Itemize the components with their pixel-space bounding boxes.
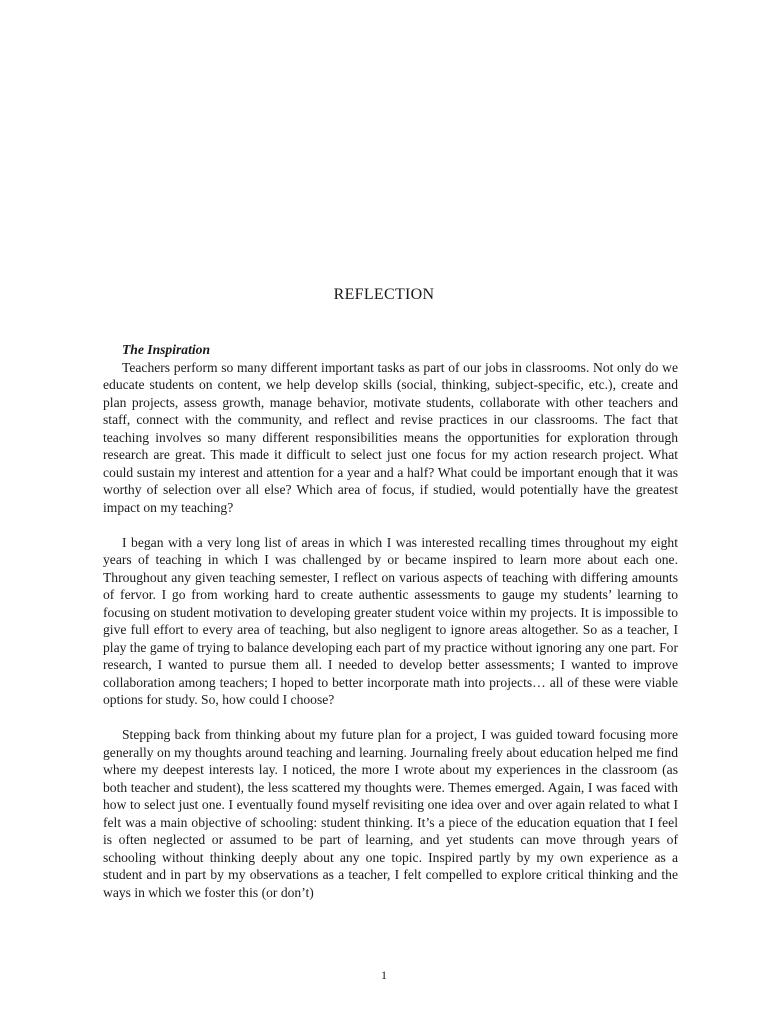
paragraph-1: Teachers perform so many different important tasks as part of our jobs in classrooms. Not only do we educate students on content, we help develop skills (social, thinking, subject-specific, etc.), create and plan projects, assess growth, manage behavior, motivate students, collaborate with other teachers and staff, connect with the community, and reflect and revise practices in our classrooms. The fact that teaching involves so many different responsibilities means the opportunities for exploration through research are great. This made it difficult to select just one focus for my action research project. What could sustain my interest and attention for a year and a half? What could be important enough that it was worthy of selection over all else? Which area of focus, if studied, would potentially have the greatest impact on my teaching? [103,359,678,515]
page-number: 1 [381,968,387,982]
paragraph-2: I began with a very long list of areas in which I was interested recalling times throughout my eight years of teaching in which I was challenged by or became inspired to learn more about each one. Throughout any given teaching semester, I reflect on various aspects of teaching with differing amounts of fervor. I go from working hard to create authentic assessments to gauge my students’ learning to focusing on student motivation to developing greater student voice within my projects. It is impossible to give full effort to every area of teaching, but also negligent to ignore areas altogether. So as a teacher, I play the game of trying to balance developing each part of my practice without ignoring any one part. For research, I wanted to pursue them all. I needed to develop better assessments; I wanted to improve collaboration among teachers; I hoped to better incorporate math into projects… all of these were viable options for study. So, how could I choose? [103,534,678,707]
paragraph-3: Stepping back from thinking about my future plan for a project, I was guided toward focusing more generally on my thoughts around teaching and learning. Journaling freely about education helped me find where my deepest interests lay. I noticed, the more I wrote about my experiences in the classroom (as both teacher and student), the less scattered my thoughts were. Themes emerged. Again, I was faced with how to select just one. I eventually found myself revisiting one idea over and over again related to what I felt was a main objective of schooling: student thinking. It’s a piece of the education equation that I feel is often neglected or assumed to be part of learning, and yet students can move through years of schooling without thinking deeply about any one topic. Inspired partly by my own experience as a student and in part by my observations as a teacher, I felt compelled to explore critical thinking and the ways in which we foster this (or don’t) [103,727,678,900]
body-text [103,341,678,901]
page-title: REFLECTION [333,286,435,303]
section-heading: The Inspiration [122,342,211,357]
